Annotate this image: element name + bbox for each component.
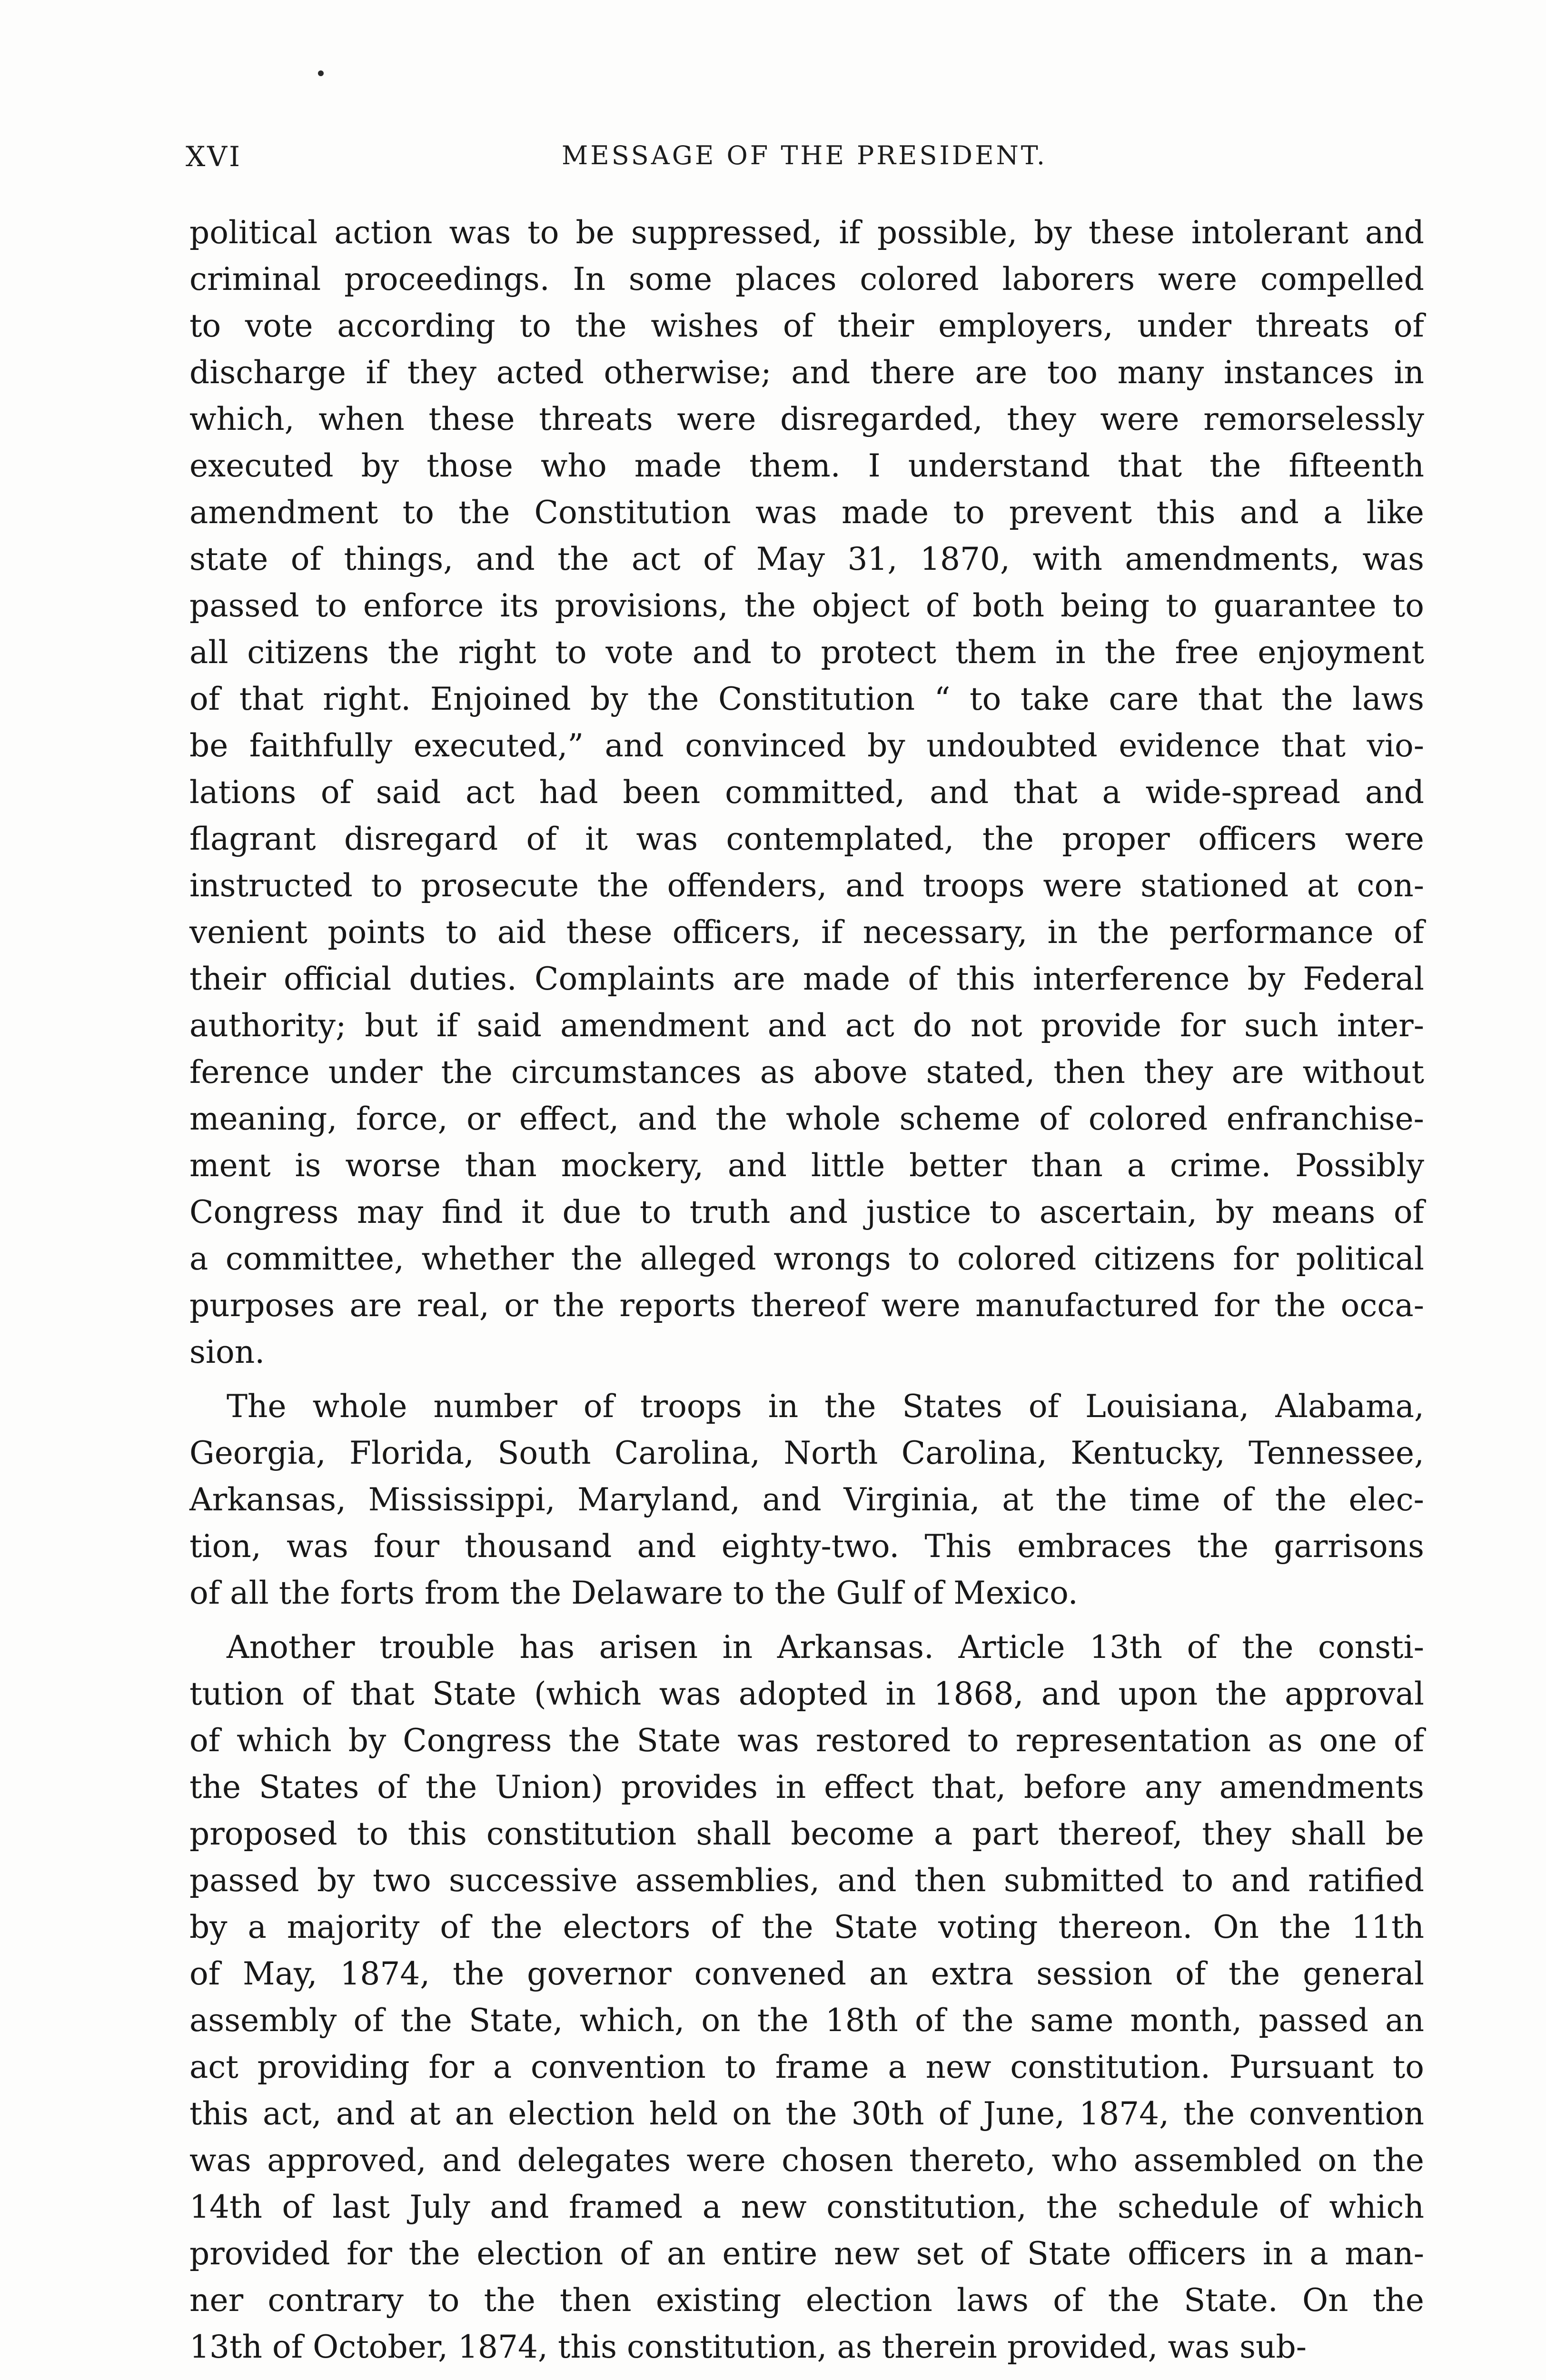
text-line: Arkansas, Mississippi, Maryland, and Virginia, at the time of the elec-	[189, 1481, 1424, 1518]
paragraph-gap	[189, 1616, 1424, 1624]
paragraph-gap	[189, 1376, 1424, 1383]
text-line: act providing for a convention to frame a new constitution. Pursuant to	[189, 2049, 1424, 2085]
text-line: to vote according to the wishes of their employers, under threats of	[189, 307, 1424, 344]
text-line: this act, and at an election held on the 30th of June, 1874, the convention	[189, 2095, 1424, 2132]
page-number: XVI	[186, 140, 242, 173]
text-line: was approved, and delegates were chosen thereto, who assembled on the	[189, 2142, 1424, 2179]
text-line: of which by Congress the State was restored to representation as one of	[189, 1722, 1424, 1759]
text-line: a committee, whether the alleged wrongs to colored citizens for political	[189, 1240, 1424, 1277]
print-speck	[318, 70, 324, 76]
text-line: assembly of the State, which, on the 18th of the same month, passed an	[189, 2002, 1424, 2039]
text-line: The whole number of troops in the States of Louisiana, Alabama,	[227, 1388, 1424, 1425]
text-line: Congress may find it due to truth and justice to ascertain, by means of	[189, 1194, 1424, 1230]
text-line: amendment to the Constitution was made to prevent this and a like	[189, 494, 1424, 531]
text-line: of that right. Enjoined by the Constitution “ to take care that the laws	[189, 681, 1424, 717]
text-line: which, when these threats were disregarded, they were remorselessly	[189, 401, 1424, 437]
running-title: MESSAGE OF THE PRESIDENT.	[561, 140, 1047, 170]
text-line: passed to enforce its provisions, the object of both being to guarantee to	[189, 587, 1424, 624]
text-line: tution of that State (which was adopted in 1868, and upon the approval	[189, 1676, 1424, 1712]
text-line: the States of the Union) provides in effect that, before any amendments	[189, 1769, 1424, 1805]
text-line: instructed to prosecute the offenders, and troops were stationed at con-	[189, 867, 1424, 904]
text-line: flagrant disregard of it was contemplated, the proper officers were	[189, 821, 1424, 857]
text-line: meaning, force, or effect, and the whole scheme of colored enfranchise-	[189, 1101, 1424, 1137]
text-line: ment is worse than mockery, and little better than a crime. Possibly	[189, 1147, 1424, 1184]
text-line: sion.	[189, 1334, 265, 1370]
text-line: discharge if they acted otherwise; and there are too many instances in	[189, 354, 1424, 391]
text-line: tion, was four thousand and eighty-two. This embraces the garrisons	[189, 1528, 1424, 1565]
text-line: political action was to be suppressed, if possible, by these intolerant and	[189, 214, 1424, 251]
text-line: state of things, and the act of May 31, 1870, with amendments, was	[189, 541, 1424, 577]
text-line: ner contrary to the then existing election laws of the State. On the	[189, 2282, 1424, 2319]
text-line: passed by two successive assemblies, and then submitted to and ratified	[189, 1862, 1424, 1899]
text-line: ference under the circumstances as above stated, then they are without	[189, 1054, 1424, 1091]
text-line: lations of said act had been committed, and that a wide-spread and	[189, 774, 1424, 811]
text-line: criminal proceedings. In some places colored laborers were compelled	[189, 261, 1424, 298]
text-line: their official duties. Complaints are made of this interference by Federal	[189, 961, 1424, 997]
text-line: of all the forts from the Delaware to the Gulf of Mexico.	[189, 1575, 1078, 1611]
text-line: Georgia, Florida, South Carolina, North Carolina, Kentucky, Tennessee,	[189, 1435, 1424, 1471]
text-line: authority; but if said amendment and act do not provide for such inter-	[189, 1007, 1424, 1044]
text-line: purposes are real, or the reports thereof were manufactured for the occa-	[189, 1287, 1424, 1324]
text-line: provided for the election of an entire new set of State officers in a man-	[189, 2235, 1424, 2272]
text-line: be faithfully executed,” and convinced by undoubted evidence that vio-	[189, 727, 1424, 764]
body-text	[189, 209, 1424, 2370]
text-line: 14th of last July and framed a new constitution, the schedule of which	[189, 2189, 1424, 2225]
text-line: 13th of October, 1874, this constitution, as therein provided, was sub-	[189, 2329, 1307, 2365]
text-line: by a majority of the electors of the State voting thereon. On the 11th	[189, 1909, 1424, 1945]
text-line: venient points to aid these officers, if necessary, in the performance of	[189, 914, 1424, 951]
paragraph	[189, 1624, 1424, 2370]
text-line: all citizens the right to vote and to protect them in the free enjoyment	[189, 634, 1424, 671]
text-line: of May, 1874, the governor convened an extra session of the general	[189, 1955, 1424, 1992]
text-line: proposed to this constitution shall become a part thereof, they shall be	[189, 1815, 1424, 1852]
text-line: Another trouble has arisen in Arkansas. Article 13th of the consti-	[227, 1629, 1424, 1666]
paragraph	[189, 1383, 1424, 1616]
page-header	[186, 140, 1423, 178]
text-line: executed by those who made them. I understand that the fifteenth	[189, 447, 1424, 484]
paragraph	[189, 209, 1424, 1376]
